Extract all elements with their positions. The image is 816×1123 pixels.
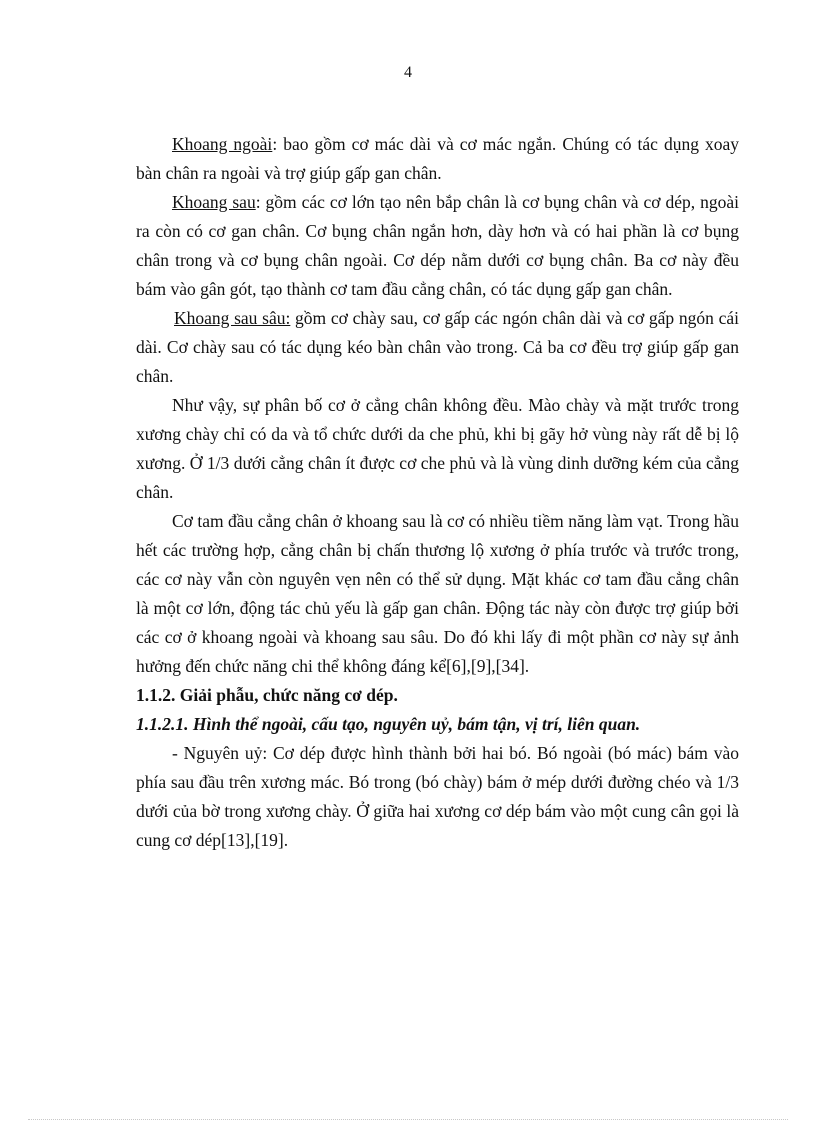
term-khoang-sau-sau: Khoang sau sâu: xyxy=(174,308,291,328)
page-bottom-divider xyxy=(28,1119,788,1120)
paragraph-khoang-sau-sau xyxy=(136,304,739,391)
paragraph-nguyen-uy: - Nguyên uỷ: Cơ dép được hình thành bởi hai bó. Bó ngoài (bó mác) bám vào phía sau đầu trên xương mác. Bó trong (bó chày) bám ở mép dưới đường chéo và 1/3 dưới của bờ trong xương chày. Ở giữa hai xương cơ dép bám vào một cung cân gọi là cung cơ dép[13],[19]. xyxy=(136,743,739,850)
paragraph-text: gồm cơ chày sau, cơ gấp các ngón chân dài và cơ gấp ngón cái dài. Cơ chày sau có tác dụng kéo bàn chân vào trong. Cả ba cơ đều trợ giúp gấp gan chân. xyxy=(136,308,739,386)
paragraph-text: : bao gồm cơ mác dài và cơ mác ngắn. Chúng có tác dụng xoay bàn chân ra ngoài và trợ giúp gấp gan chân. xyxy=(136,134,739,183)
section-heading: 1.1.2. Giải phẫu, chức năng cơ dép. xyxy=(136,685,398,705)
paragraph-co-tam-dau: Cơ tam đầu cẳng chân ở khoang sau là cơ có nhiều tiềm năng làm vạt. Trong hầu hết các trường hợp, cẳng chân bị chấn thương lộ xương ở phía trước và trước trong, các cơ này vẫn còn nguyên vẹn nên có thể sử dụng. Mặt khác cơ tam đầu cẳng chân là một cơ lớn, động tác chủ yếu là gấp gan chân. Động tác này còn được trợ giúp bởi các cơ ở khoang ngoài và khoang sau sâu. Do đó khi lấy đi một phần cơ này sự ảnh hưởng đến chức năng chi thể không đáng kể[6],[9],[34]. xyxy=(136,511,739,676)
page-number: 4 xyxy=(404,64,412,81)
term-khoang-sau: Khoang sau xyxy=(172,192,256,212)
document-body xyxy=(136,130,739,855)
paragraph-khoang-sau xyxy=(136,188,739,304)
paragraph-khoang-ngoai xyxy=(136,130,739,188)
term-khoang-ngoai: Khoang ngoài xyxy=(172,134,273,154)
paragraph-text: : gồm các cơ lớn tạo nên bắp chân là cơ bụng chân và cơ dép, ngoài ra còn có cơ gan chân. Cơ bụng chân ngắn hơn, dày hơn và có hai phần là cơ bụng chân trong và cơ bụng chân ngoài. Cơ dép nằm dưới cơ bụng chân. Ba cơ này đều bám vào gân gót, tạo thành cơ tam đầu cẳng chân, có tác dụng gấp gan chân. xyxy=(136,192,740,299)
subsection-heading: 1.1.2.1. Hình thể ngoài, cấu tạo, nguyên uỷ, bám tận, vị trí, liên quan. xyxy=(136,714,641,734)
paragraph-phan-bo-co: Như vậy, sự phân bố cơ ở cẳng chân không đều. Mào chày và mặt trước trong xương chày chỉ có da và tổ chức dưới da che phủ, khi bị gãy hở vùng này rất dễ bị lộ xương. Ở 1/3 dưới cẳng chân ít được cơ che phủ và là vùng dinh dưỡng kém của cẳng chân. xyxy=(136,395,739,502)
